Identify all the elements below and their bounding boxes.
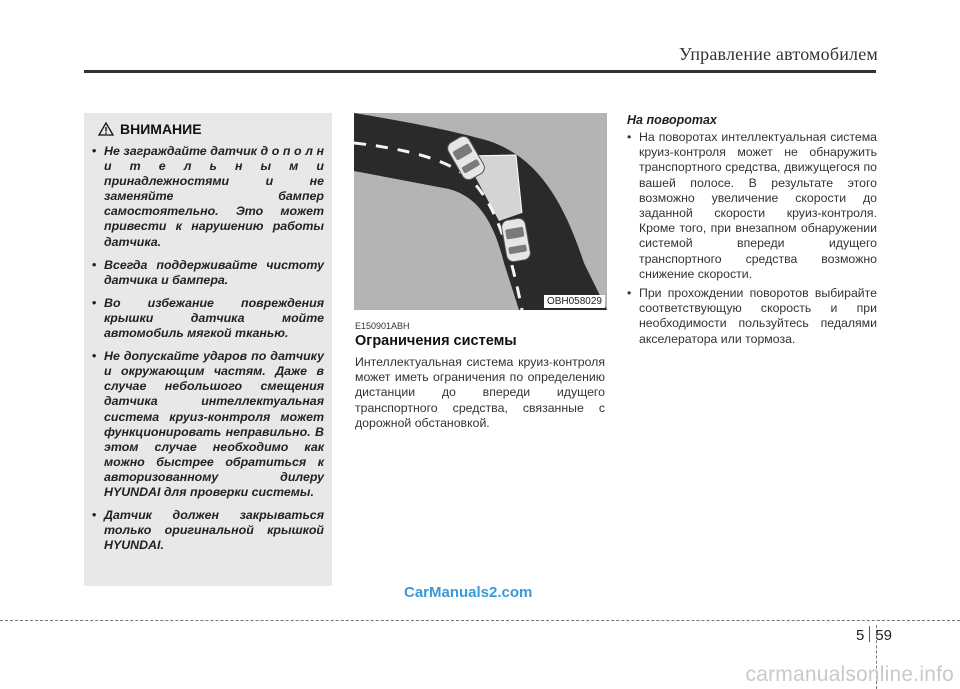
warning-title: ВНИМАНИЕ (120, 121, 202, 137)
warning-heading (98, 121, 202, 137)
page-number (856, 626, 892, 644)
road-curve-drawing (354, 113, 607, 310)
figure-code: OBH058029 (544, 295, 605, 308)
turns-item: • При прохождении поворотов выбирайте соответствующую скорость и при необходимости пользуйтесь педалями акселератора или тормоза. (627, 286, 877, 347)
page-count: 59 (875, 627, 893, 644)
section-body (355, 355, 605, 431)
turns-list (627, 130, 877, 351)
curve-illustration (354, 113, 607, 310)
section-body-hyphen: - (548, 355, 553, 369)
section-code: E150901ABH (355, 321, 410, 331)
watermark-carmanualsonline[interactable]: carmanualsonline.info (745, 663, 954, 686)
warning-item: • Всегда поддерживайте чистоту датчика и бампера. (92, 258, 324, 288)
footer-divider (0, 620, 960, 621)
warning-list (92, 144, 324, 561)
warning-box (84, 113, 332, 586)
section-title: Ограничения системы (355, 333, 517, 349)
chapter-title: Управление автомобилем (678, 44, 878, 64)
warning-item: • Во избежание повреждения крышки датчика мойте автомобиль мягкой тканью. (92, 296, 324, 341)
section-body-end: контроля может иметь ограничения по определению дистанции до впереди идущего транспортного средства, связанные с дорожной обстановкой. (355, 355, 605, 430)
section-number: 5 (856, 627, 865, 644)
page-separator (869, 626, 870, 642)
warning-item: • Датчик должен закрываться только оригинальной крышкой HYUNDAI. (92, 508, 324, 553)
section-body-start: Интеллектуальная система круиз (355, 355, 549, 369)
turns-item: • На поворотах интеллектуальная система круиз-контроля может не обнаружить транспортного средства, движущегося по вашей полосе. В результате этого возможно увеличение скорости до заданной скорости круиз-контроля. Кроме того, при внезапном обнаружении системой впереди идущего транспортного средства возможно снижение скорости. (627, 130, 877, 282)
warning-item: • Не заграждайте датчик д о п о л н и т е л ь н ы м и принадлежностями и не заменяйте бампер самостоятельно. Это может привести к нарушению работы датчика. (92, 144, 324, 250)
header-rule (84, 70, 876, 73)
turns-title: На поворотах (627, 113, 717, 127)
watermark-carmanuals2[interactable]: CarManuals2.com (404, 584, 533, 601)
warning-item: • Не допускайте ударов по датчику и окружающим частям. Даже в случае небольшого смещения датчика интеллектуальная система круиз-контроля может функционировать неправильно. В этом случае необходимо как можно быстрее обратиться к авторизованному дилеру HYUNDAI для проверки системы. (92, 349, 324, 500)
warning-triangle-icon (98, 122, 114, 136)
